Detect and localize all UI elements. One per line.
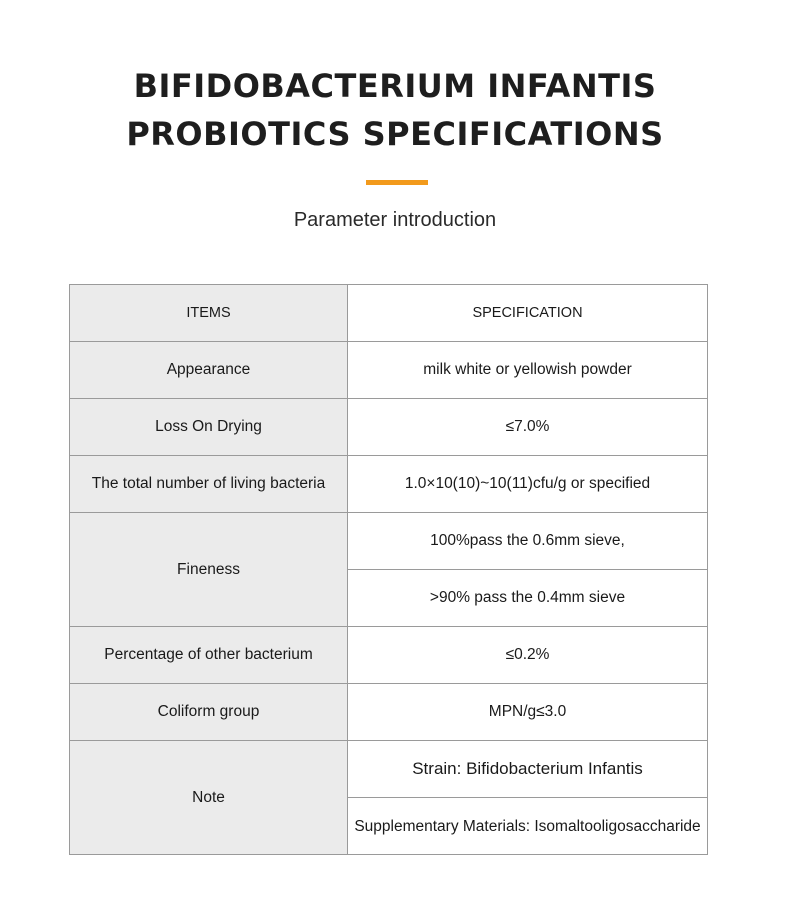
item-cell: Coliform group <box>70 684 348 741</box>
column-header-items: ITEMS <box>70 285 348 342</box>
title-line-2: PROBIOTICS SPECIFICATIONS <box>126 115 664 153</box>
item-cell: Note <box>70 741 348 855</box>
accent-divider <box>366 180 428 185</box>
spec-cell: 1.0×10(10)~10(11)cfu/g or specified <box>348 456 708 513</box>
item-cell: Loss On Drying <box>70 399 348 456</box>
spec-cell: 100%pass the 0.6mm sieve, <box>348 513 708 570</box>
column-header-specification: SPECIFICATION <box>348 285 708 342</box>
item-cell: Appearance <box>70 342 348 399</box>
spec-cell: >90% pass the 0.4mm sieve <box>348 570 708 627</box>
table-header-row <box>70 285 708 342</box>
item-cell: Percentage of other bacterium <box>70 627 348 684</box>
section-subtitle: Parameter introduction <box>293 209 497 231</box>
table-row <box>70 741 708 798</box>
table-row <box>70 513 708 570</box>
spec-cell: Strain: Bifidobacterium Infantis <box>348 741 708 798</box>
table-row <box>70 399 708 456</box>
spec-cell: MPN/g≤3.0 <box>348 684 708 741</box>
item-cell: The total number of living bacteria <box>70 456 348 513</box>
spec-cell: ≤0.2% <box>348 627 708 684</box>
title-line-1: BIFIDOBACTERIUM INFANTIS <box>133 67 657 105</box>
table-row <box>70 456 708 513</box>
spec-cell: ≤7.0% <box>348 399 708 456</box>
table-row <box>70 684 708 741</box>
item-cell: Fineness <box>70 513 348 627</box>
spec-cell: milk white or yellowish powder <box>348 342 708 399</box>
spec-cell: Supplementary Materials: Isomaltooligosaccharide <box>348 798 708 855</box>
specification-table <box>69 284 708 855</box>
table-row <box>70 627 708 684</box>
page-title <box>0 62 790 158</box>
table-row <box>70 342 708 399</box>
